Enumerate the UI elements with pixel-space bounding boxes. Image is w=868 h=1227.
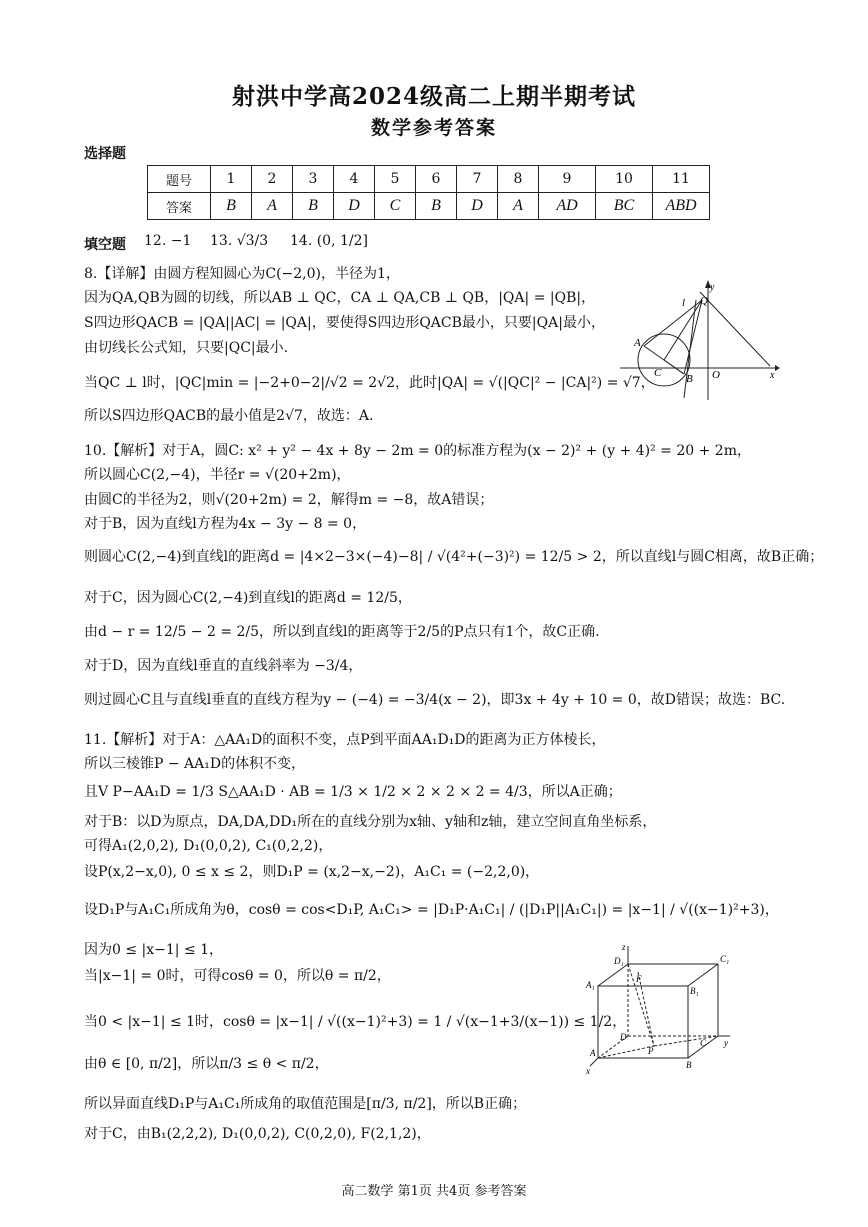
table-header-cell: 题号 [148,166,211,193]
solution-line: 设P(x,2−x,0), 0 ≤ x ≤ 2，则D₁P = (x,2−x,−2)，A₁C₁ = (−2,2,0)， [84,864,540,880]
solution-line: 可得A₁(2,0,2), D₁(0,0,2), C₁(0,2,2)， [84,838,333,854]
solution-line: 则圆心C(2,−4)到直线l的距离d = |4×2−3×(−4)−8| / √(4²+(−3)²) = 12/5 > 2，所以直线l与圆C相离，故B正确； [84,549,824,565]
table-cell: 1 [211,166,252,193]
fill-answer: 12. −1 [144,233,192,249]
solution-line: 11.【解析】对于A：△AA₁D的面积不变，点P到平面AA₁D₁D的距离为正方体棱长， [84,732,606,748]
solution-line: 当|x−1| = 0时，可得cosθ = 0，所以θ = π/2， [84,968,391,984]
solution-line: 由切线长公式知，只要|QC|最小. [84,340,289,356]
table-cell: 4 [334,166,375,193]
circle-tangent-figure [620,280,780,405]
solution-line: 对于D，因为直线l垂直的直线斜率为 −3/4， [84,658,363,674]
solution-line: 因为0 ≤ |x−1| ≤ 1， [84,942,224,958]
solution-line: 对于B，因为直线l方程为4x − 3y − 8 = 0， [84,516,367,532]
table-cell: ABD [665,197,697,214]
table-cell: BC [613,197,635,214]
fig-label: A₁ [586,980,595,990]
solution-line: 由圆C的半径为2，则√(20+2m) = 2，解得m = −8，故A错误； [84,492,494,508]
fig-label: y [724,1038,728,1048]
table-cell: 2 [252,166,293,193]
cube-figure [582,942,732,1078]
solution-line: 则过圆心C且与直线l垂直的直线方程为y − (−4) = −3/4(x − 2)，即3x + 4y + 10 = 0，故D错误；故选：BC. [84,692,786,708]
fig-label: B [686,373,693,385]
table-cell: 9 [539,166,596,193]
fig-label: x [586,1066,590,1076]
table-cell: D [471,197,483,214]
fig-label: A [590,1048,596,1058]
table-cell: 6 [416,166,457,193]
fig-label: x [770,370,775,381]
solution-line: 对于C，因为圆心C(2,−4)到直线l的距离d = 12/5， [84,590,412,606]
fig-label: C [654,367,662,379]
solution-line: 10.【解析】对于A，圆C: x² + y² − 4x + 8y − 2m = 0的标准方程为(x − 2)² + (y + 4)² = 20 + 2m， [84,443,751,459]
choice-section-label: 选择题 [84,146,126,162]
solution-line: 所以S四边形QACB的最小值是2√7，故选：A. [84,408,374,424]
solution-line: 所以异面直线D₁P与A₁C₁所成角的取值范围是[π/3, π/2]，所以B正确； [84,1096,527,1112]
page-title: 射洪中学高2024级高二上期半期考试 [231,83,636,110]
solution-line: 由d − r = 12/5 − 2 = 2/5，所以到直线l的距离等于2/5的P点只有1个，故C正确. [84,624,600,640]
fig-label: F [636,974,642,984]
page-footer: 高二数学 第1页 共4页 参考答案 [341,1184,527,1199]
fig-label: z [622,942,626,952]
solution-line: 8.【详解】由圆方程知圆心为C(−2,0)，半径为1， [84,266,400,282]
fig-label: A [634,337,641,349]
table-cell: B [226,197,236,214]
table-row [148,193,710,220]
table-cell: B [431,197,441,214]
fig-label: B [686,1060,692,1070]
fill-section-label: 填空题 [84,237,126,253]
solution-line: S四边形QACB = |QA||AC| = |QA|，要使得S四边形QACB最小，只要|QA|最小， [84,315,605,331]
fig-label: l [682,297,686,309]
fig-label: Q [700,295,708,307]
solution-line: 因为QA,QB为圆的切线，所以AB ⊥ QC，CA ⊥ QA,CB ⊥ QB，|QA| = |QB|， [84,290,596,306]
table-cell: B [308,197,318,214]
fig-label: B₁ [690,986,699,996]
fig-label: D [620,1032,627,1042]
solution-line: 当0 < |x−1| ≤ 1时，cosθ = |x−1| / √((x−1)²+3) = 1 / √(x−1+3/(x−1)) ≤ 1/2， [84,1014,627,1030]
fill-answer: 14. (0, 1/2] [290,233,368,249]
answer-table [147,165,710,220]
solution-line: 当QC ⊥ l时，|QC|min = |−2+0−2|/√2 = 2√2，此时|QA| = √(|QC|² − |CA|²) = √7， [84,375,655,391]
fig-label: O [712,369,720,381]
fill-answer: 13. √3/3 [210,233,269,249]
table-cell: 8 [498,166,539,193]
page-subtitle: 数学参考答案 [370,117,497,139]
solution-line: 设D₁P与A₁C₁所成角为θ，cosθ = cos<D₁P, A₁C₁> = |D₁P·A₁C₁| / (|D₁P||A₁C₁|) = |x−1| / √((x−1)²+3)， [84,902,779,918]
solution-line: 所以圆心C(2,−4)，半径r = √(20+2m)， [84,467,351,483]
table-cell: 10 [596,166,653,193]
solution-line: 且V P−AA₁D = 1/3 S△AA₁D · AB = 1/3 × 1/2 × 2 × 2 × 2 = 4/3，所以A正确； [84,784,622,800]
fig-label: y [710,282,715,293]
fig-label: D₁ [614,956,624,966]
solution-line: 由θ ∈ [0, π/2]，所以π/3 ≤ θ < π/2， [84,1056,329,1072]
table-cell: 11 [653,166,710,193]
table-row [148,166,710,193]
solution-line: 对于B：以D为原点，DA,DA,DD₁所在的直线分别为x轴、y轴和z轴，建立空间直角坐标系， [84,814,657,830]
table-cell: 7 [457,166,498,193]
fig-label: P [648,1046,654,1056]
fig-label: C [700,1038,707,1048]
fig-label: C₁ [720,954,730,964]
table-cell: A [513,197,523,214]
table-cell: D [348,197,360,214]
table-cell: A [267,197,277,214]
table-cell: 3 [293,166,334,193]
table-header-cell: 答案 [148,193,211,220]
table-cell: AD [556,197,578,214]
table-cell: C [389,197,401,214]
solution-line: 对于C，由B₁(2,2,2), D₁(0,0,2), C(0,2,0), F(2,1,2)， [84,1126,431,1142]
table-cell: 5 [375,166,416,193]
solution-line: 所以三棱锥P − AA₁D的体积不变， [84,756,306,772]
